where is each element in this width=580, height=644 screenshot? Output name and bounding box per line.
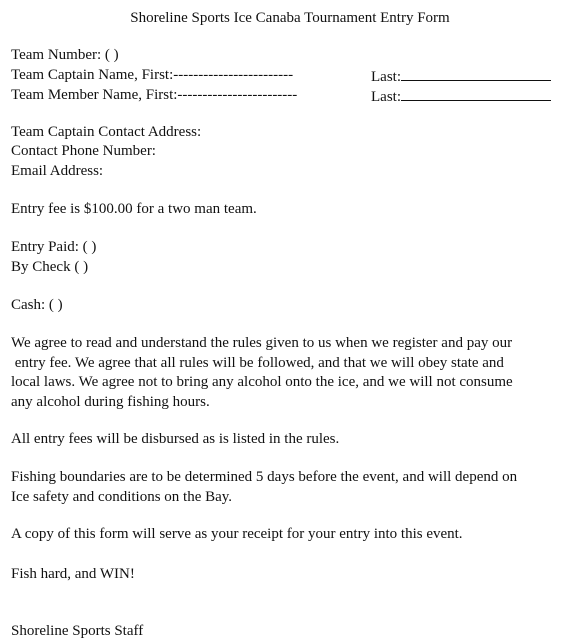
boundaries-line: Fishing boundaries are to be determined 5 days before the event, and will depend on: [11, 469, 518, 485]
team-number-field: Team Number: ( ): [11, 47, 119, 63]
agreement-line: We agree to read and understand the rules given to us when we register and pay our: [11, 335, 513, 351]
boundaries-paragraph: [11, 468, 577, 507]
entry-paid-field: Entry Paid: ( ): [11, 239, 97, 255]
captain-last-blank: [401, 66, 551, 81]
captain-first-name-field: Team Captain Name, First:------------------------: [11, 67, 294, 83]
agreement-line: any alcohol during fishing hours.: [11, 393, 210, 410]
captain-last-label: Last:: [371, 69, 401, 85]
entry-fee-text: Entry fee is $100.00 for a two man team.: [11, 201, 257, 217]
contact-phone-number: Contact Phone Number:: [11, 143, 156, 159]
fees-disbursed-text: All entry fees will be disbursed as is listed in the rules.: [11, 431, 340, 447]
by-check-field: By Check ( ): [11, 259, 89, 275]
member-last-name-field: [371, 86, 551, 107]
agreement-line: entry fee. We agree that all rules will be followed, and that we will obey state and: [11, 354, 504, 371]
captain-contact-address: Team Captain Contact Address:: [11, 124, 202, 140]
email-address: Email Address:: [11, 163, 104, 179]
agreement-paragraph: [11, 334, 577, 412]
closing-text: Fish hard, and WIN!: [11, 566, 135, 582]
member-last-label: Last:: [371, 89, 401, 105]
member-last-blank: [401, 86, 551, 101]
boundaries-line: Ice safety and conditions on the Bay.: [11, 488, 233, 505]
cash-field: Cash: ( ): [11, 297, 63, 313]
agreement-line: local laws. We agree not to bring any alcohol onto the ice, and we will not consume: [11, 374, 513, 390]
member-first-name-field: Team Member Name, First:------------------------: [11, 87, 298, 103]
form-title: Shoreline Sports Ice Canaba Tournament Entry Form: [130, 10, 450, 26]
signature-text: Shoreline Sports Staff: [11, 623, 144, 639]
receipt-text: A copy of this form will serve as your receipt for your entry into this event.: [11, 526, 463, 542]
captain-last-name-field: [371, 66, 551, 87]
